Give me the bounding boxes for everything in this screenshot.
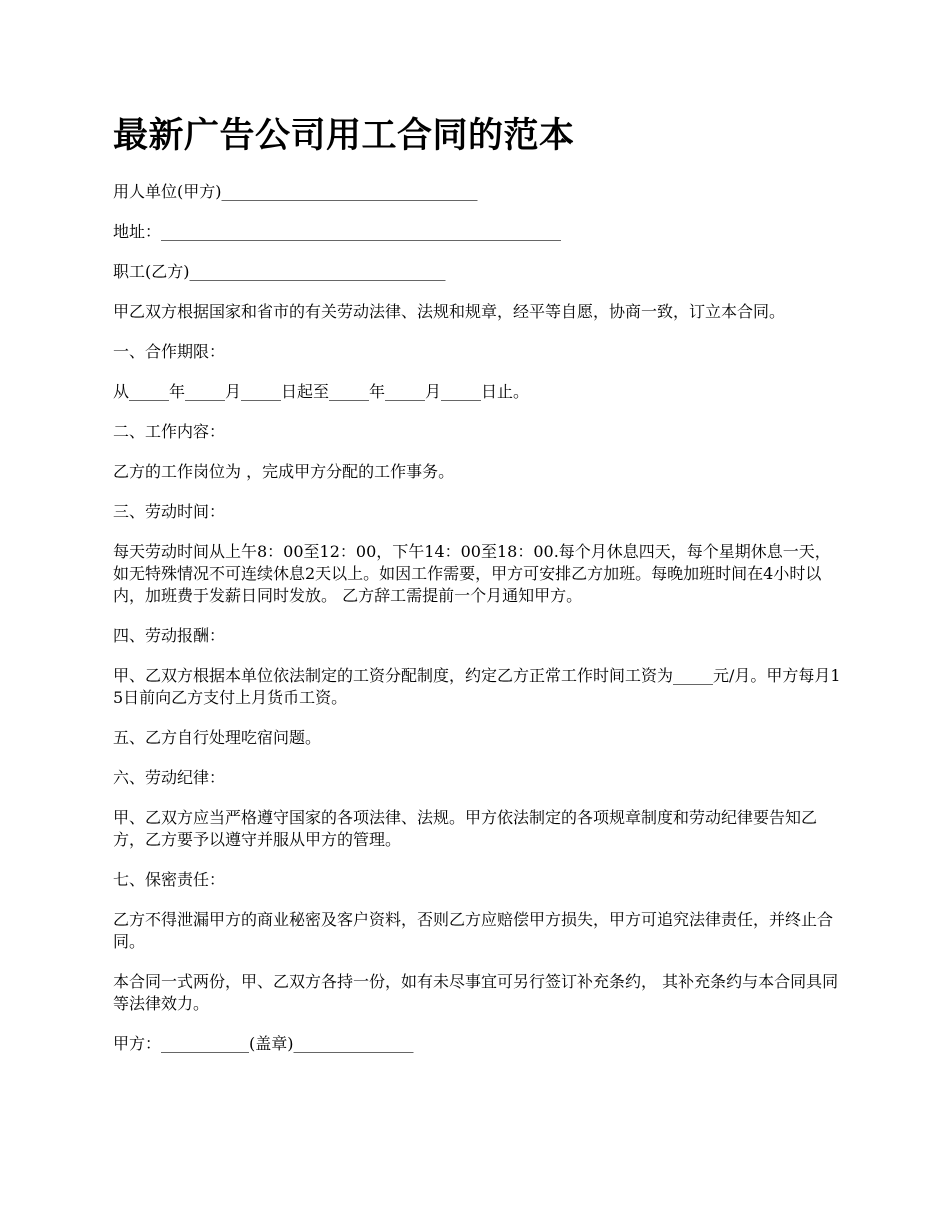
preamble-paragraph: 甲乙双方根据国家和省市的有关劳动法律、法规和规章，经平等自愿，协商一致，订立本合同。 (113, 302, 786, 321)
section-heading-remuneration: 四、劳动报酬： (113, 626, 226, 645)
discipline-paragraph: 甲、乙双方应当严格遵守国家的各项法律、法规。甲方依法制定的各项规章制度和劳动纪律要告知乙方，乙方要予以遵守并服从甲方的管理。 (113, 808, 818, 849)
employer-field-line: 用人单位(甲方)________________________________ (113, 182, 478, 201)
address-field-line: 地址：__________________________________________________ (113, 222, 562, 241)
section-heading-accommodation: 五、乙方自行处理吃宿问题。 (113, 728, 322, 747)
remuneration-paragraph: 甲、乙双方根据本单位依法制定的工资分配制度，约定乙方正常工作时间工资为_____元/月。甲方每月15日前向乙方支付上月货币工资。 (113, 666, 841, 707)
copies-paragraph: 本合同一式两份，甲、乙双方各持一份，如有未尽事宜可另行签订补充条约， 其补充条约与本合同具同等法律效力。 (113, 972, 839, 1013)
confidentiality-paragraph: 乙方不得泄漏甲方的商业秘密及客户资料，否则乙方应赔偿甲方损失，甲方可追究法律责任，并终止合同。 (113, 910, 834, 951)
section-heading-working-hours: 三、劳动时间： (113, 502, 226, 521)
work-content-paragraph: 乙方的工作岗位为 ，完成甲方分配的工作事务。 (113, 462, 455, 481)
employee-field-line: 职工(乙方)________________________________ (113, 262, 446, 281)
working-hours-paragraph: 每天劳动时间从上午8：00至12：00，下午14：00至18：00.每个月休息四天，每个星期休息一天，如无特殊情况不可连续休息2天以上。如因工作需要，甲方可安排乙方加班。每晚加班时间在4小时以内，加班费于发薪日同时发放。 乙方辞工需提前一个月通知甲方。 (113, 542, 831, 605)
term-dates-paragraph: 从_____年_____月_____日起至_____年_____月_____日止。 (113, 382, 530, 401)
section-heading-discipline: 六、劳动纪律： (113, 768, 226, 787)
section-heading-work-content: 二、工作内容： (113, 422, 226, 441)
section-heading-confidentiality: 七、保密责任： (113, 870, 226, 889)
document-title: 最新广告公司用工合同的范本 (113, 116, 575, 156)
signature-line-party-a: 甲方：___________(盖章)_______________ (113, 1034, 414, 1053)
document-page (113, 112, 841, 1073)
section-heading-term: 一、合作期限： (113, 342, 226, 361)
